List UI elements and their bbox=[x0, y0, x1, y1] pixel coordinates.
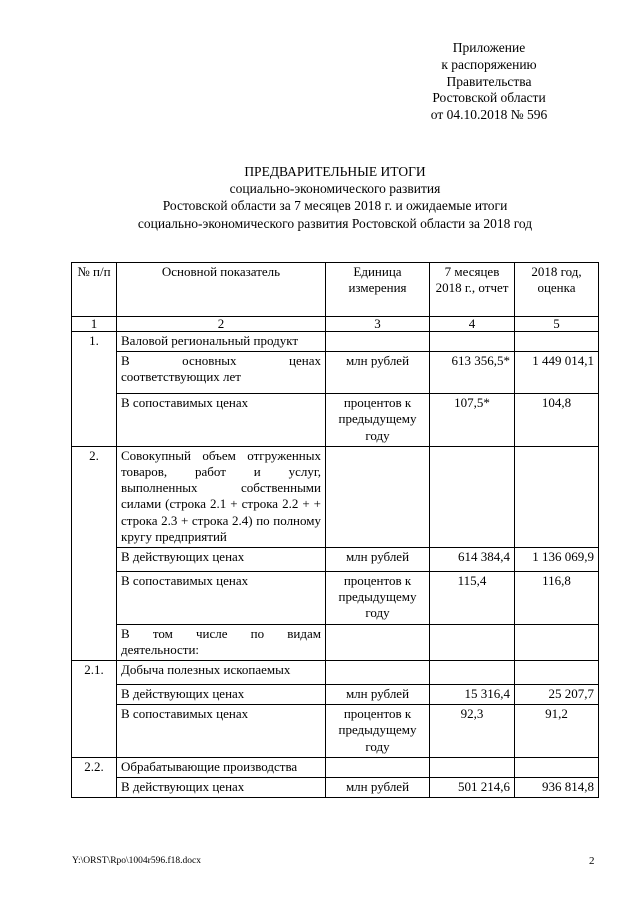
column-number: 5 bbox=[515, 317, 599, 332]
value-year bbox=[515, 757, 599, 777]
table-header-row bbox=[72, 263, 599, 317]
appendix-line: от 04.10.2018 № 596 bbox=[430, 107, 548, 123]
unit-cell: млн рублей bbox=[326, 685, 430, 705]
column-number: 2 bbox=[117, 317, 326, 332]
row-number: 2.1. bbox=[72, 661, 117, 758]
indicator-cell: В действующих ценах bbox=[117, 548, 326, 572]
table-row bbox=[72, 548, 599, 572]
table-row bbox=[72, 446, 599, 547]
footer-file-path: Y:\ORST\Rpo\1004r596.f18.docx bbox=[72, 856, 201, 866]
unit-cell bbox=[326, 332, 430, 352]
value-7-months bbox=[430, 332, 515, 352]
value-year bbox=[515, 661, 599, 685]
appendix-line: Ростовской области bbox=[432, 90, 546, 106]
unit-cell: млн рублей bbox=[326, 352, 430, 394]
table-row bbox=[72, 394, 599, 447]
indicator-cell: В действующих ценах bbox=[117, 778, 326, 798]
table-row bbox=[72, 685, 599, 705]
indicator-cell: В сопоставимых ценах bbox=[117, 705, 326, 758]
value-7-months: 15 316,4 bbox=[430, 685, 515, 705]
indicator-cell: Совокупный объем отгруженных товаров, работ и услуг, выполненных собственными силами (строка 2.1 + строка 2.2 + + строка 2.3 + строка 2.4) по полному кругу предприятий bbox=[117, 446, 326, 547]
unit-cell: млн рублей bbox=[326, 548, 430, 572]
row-number: 2. bbox=[72, 446, 117, 660]
value-year: 1 136 069,9 bbox=[515, 548, 599, 572]
unit-cell: процентов к предыдущему году bbox=[326, 572, 430, 625]
value-year: 91,2 bbox=[515, 705, 599, 758]
value-year: 104,8 bbox=[515, 394, 599, 447]
unit-cell bbox=[326, 446, 430, 547]
table-row bbox=[72, 332, 599, 352]
row-number: 2.2. bbox=[72, 757, 117, 797]
column-number: 1 bbox=[72, 317, 117, 332]
value-year: 1 449 014,1 bbox=[515, 352, 599, 394]
value-year: 936 814,8 bbox=[515, 778, 599, 798]
header-unit: Единица измерения bbox=[326, 263, 430, 317]
header-indicator: Основной показатель bbox=[117, 263, 326, 317]
indicator-cell: В сопоставимых ценах bbox=[117, 572, 326, 625]
title-line: Ростовской области за 7 месяцев 2018 г. и ожидаемые итоги bbox=[162, 198, 508, 214]
value-7-months: 614 384,4 bbox=[430, 548, 515, 572]
header-year: 2018 год, оценка bbox=[515, 263, 599, 317]
value-year bbox=[515, 446, 599, 547]
indicator-cell: В том числе по видам деятельности: bbox=[117, 624, 326, 660]
value-7-months: 115,4 bbox=[430, 572, 515, 625]
appendix-line: Правительства bbox=[446, 73, 532, 89]
value-7-months: 92,3 bbox=[430, 705, 515, 758]
value-7-months bbox=[430, 661, 515, 685]
value-7-months: 613 356,5* bbox=[430, 352, 515, 394]
table-row bbox=[72, 352, 599, 394]
value-year: 25 207,7 bbox=[515, 685, 599, 705]
value-7-months bbox=[430, 624, 515, 660]
title-line: социально-экономического развития Ростовской области за 2018 год bbox=[137, 215, 533, 231]
value-7-months bbox=[430, 757, 515, 777]
unit-cell bbox=[326, 661, 430, 685]
indicator-cell: Валовой региональный продукт bbox=[117, 332, 326, 352]
value-year: 116,8 bbox=[515, 572, 599, 625]
value-7-months bbox=[430, 446, 515, 547]
unit-cell: млн рублей bbox=[326, 778, 430, 798]
appendix-block bbox=[400, 40, 578, 124]
value-year bbox=[515, 624, 599, 660]
value-7-months: 107,5* bbox=[430, 394, 515, 447]
header-num: № п/п bbox=[72, 263, 117, 317]
table-row bbox=[72, 778, 599, 798]
table-row bbox=[72, 661, 599, 685]
title-heading: ПРЕДВАРИТЕЛЬНЫЕ ИТОГИ bbox=[244, 164, 426, 179]
indicators-table bbox=[71, 262, 599, 798]
title-line: социально-экономического развития bbox=[229, 181, 441, 197]
value-year bbox=[515, 332, 599, 352]
indicator-cell: Добыча полезных ископаемых bbox=[117, 661, 326, 685]
indicator-cell: В основных ценах соответствующих лет bbox=[117, 352, 326, 394]
unit-cell bbox=[326, 624, 430, 660]
unit-cell bbox=[326, 757, 430, 777]
footer-page-number: 2 bbox=[589, 855, 595, 867]
table-row bbox=[72, 572, 599, 625]
value-7-months: 501 214,6 bbox=[430, 778, 515, 798]
table-row bbox=[72, 624, 599, 660]
header-7-months: 7 месяцев 2018 г., отчет bbox=[430, 263, 515, 317]
indicator-cell: Обрабатывающие производства bbox=[117, 757, 326, 777]
table-row bbox=[72, 705, 599, 758]
column-number: 3 bbox=[326, 317, 430, 332]
column-number: 4 bbox=[430, 317, 515, 332]
appendix-line: к распоряжению bbox=[441, 56, 537, 72]
row-number: 1. bbox=[72, 332, 117, 447]
indicator-cell: В действующих ценах bbox=[117, 685, 326, 705]
table-row bbox=[72, 757, 599, 777]
unit-cell: процентов к предыдущему году bbox=[326, 705, 430, 758]
appendix-line: Приложение bbox=[452, 40, 526, 55]
document-title bbox=[80, 163, 590, 232]
indicator-cell: В сопоставимых ценах bbox=[117, 394, 326, 447]
column-numbers-row bbox=[72, 317, 599, 332]
unit-cell: процентов к предыдущему году bbox=[326, 394, 430, 447]
